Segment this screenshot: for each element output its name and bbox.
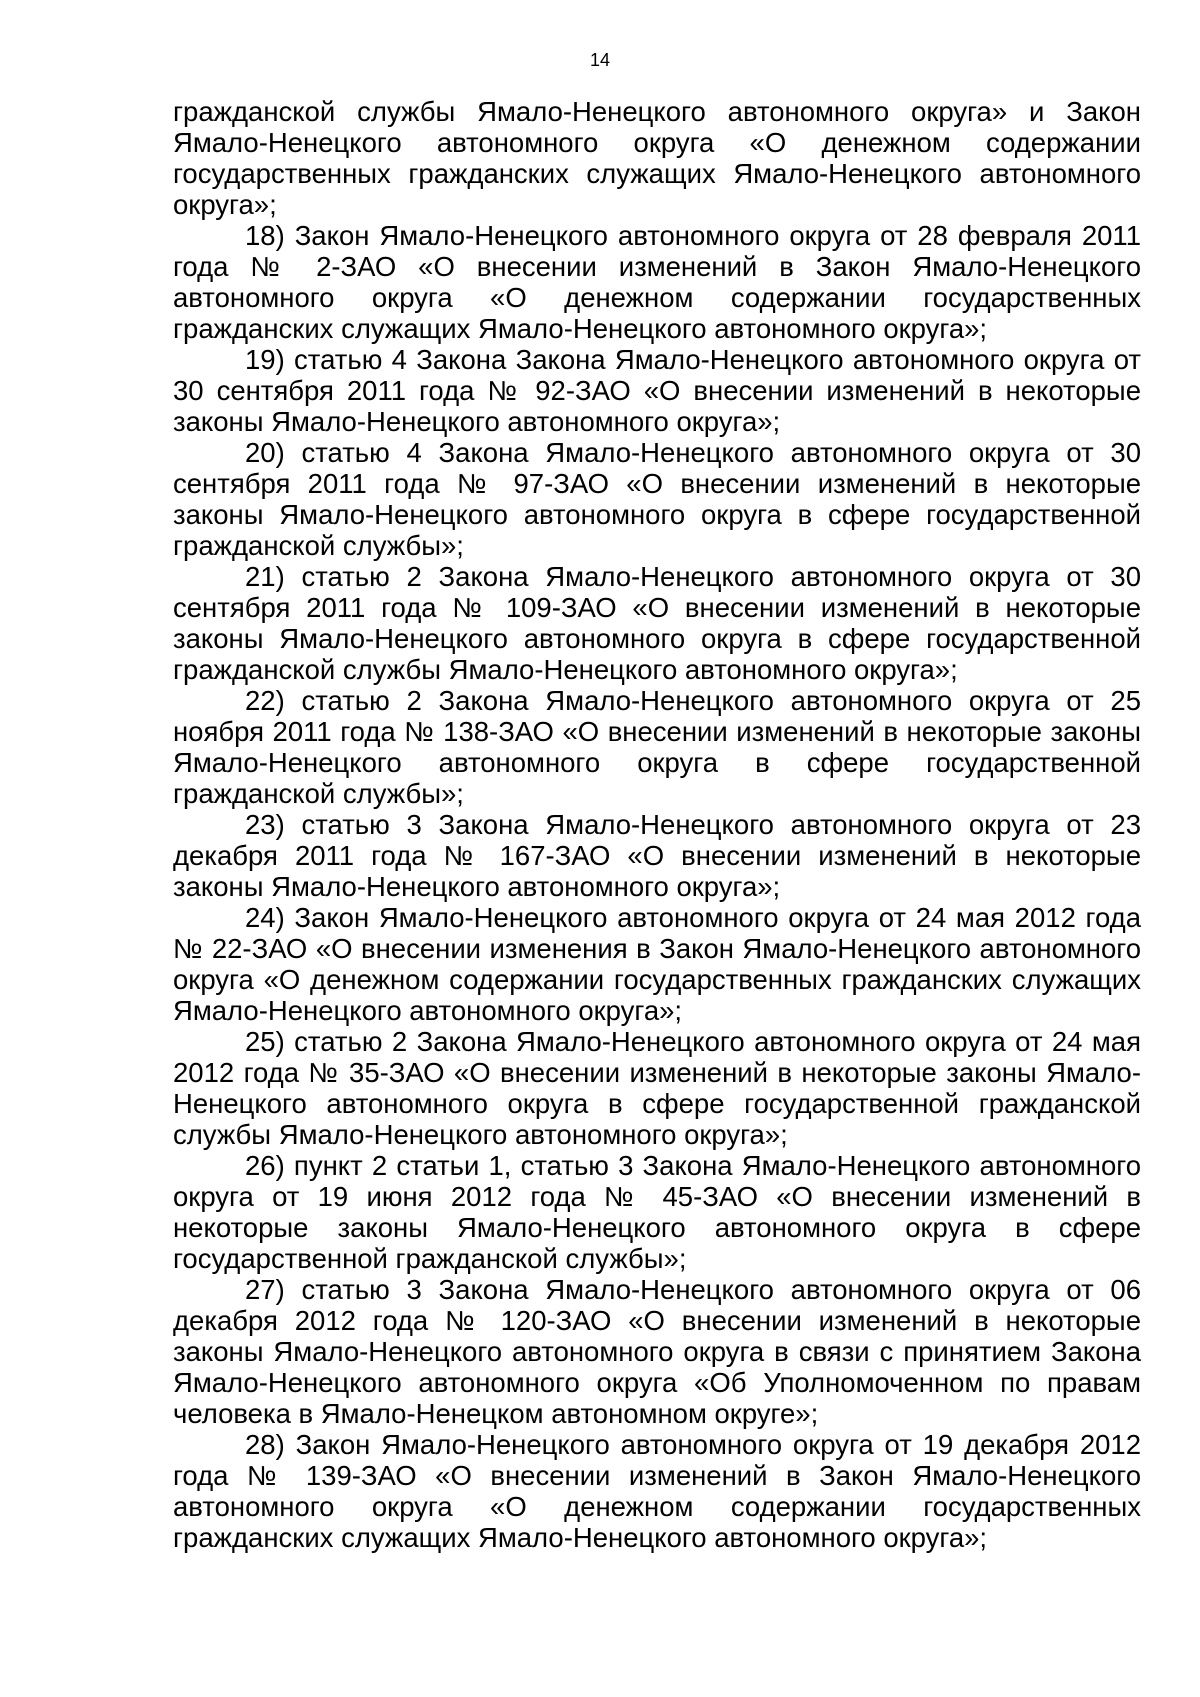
page-number: 14 <box>589 50 611 70</box>
list-item-20: 20) статью 4 Закона Ямало-Ненецкого автономного округа от 30 сентября 2011 года № 97-ЗАО «О внесении изменений в некоторые законы Ямало-Ненецкого автономного округа в сфере государственной гражданской службы»; <box>173 437 1141 561</box>
list-item-24: 24) Закон Ямало-Ненецкого автономного округа от 24 мая 2012 года № 22-ЗАО «О внесении изменения в Закон Ямало-Ненецкого автономного округа «О денежном содержании государственных гражданских служащих Ямало-Ненецкого автономного округа»; <box>173 902 1141 1026</box>
list-item-25: 25) статью 2 Закона Ямало-Ненецкого автономного округа от 24 мая 2012 года № 35-ЗАО «О внесении изменений в некоторые законы Ямало-Ненецкого автономного округа в сфере государственной гражданской службы Ямало-Ненецкого автономного округа»; <box>173 1026 1141 1150</box>
list-item-28: 28) Закон Ямало-Ненецкого автономного округа от 19 декабря 2012 года № 139-ЗАО «О внесении изменений в Закон Ямало-Ненецкого автономного округа «О денежном содержании государственных гражданских служащих Ямало-Ненецкого автономного округа»; <box>173 1429 1141 1553</box>
paragraph-continuation: гражданской службы Ямало-Ненецкого автономного округа» и Закон Ямало-Ненецкого автономного округа «О денежном содержании государственных гражданских служащих Ямало-Ненецкого автономного округа»; <box>173 96 1141 220</box>
list-item-19: 19) статью 4 Закона Закона Ямало-Ненецкого автономного округа от 30 сентября 2011 года № 92-ЗАО «О внесении изменений в некоторые законы Ямало-Ненецкого автономного округа»; <box>173 344 1141 437</box>
list-item-27: 27) статью 3 Закона Ямало-Ненецкого автономного округа от 06 декабря 2012 года № 120-ЗАО «О внесении изменений в некоторые законы Ямало-Ненецкого автономного округа в связи с принятием Закона Ямало-Ненецкого автономного округа «Об Уполномоченном по правам человека в Ямало-Ненецком автономном округе»; <box>173 1274 1141 1429</box>
list-item-23: 23) статью 3 Закона Ямало-Ненецкого автономного округа от 23 декабря 2011 года № 167-ЗАО «О внесении изменений в некоторые законы Ямало-Ненецкого автономного округа»; <box>173 809 1141 902</box>
list-item-22: 22) статью 2 Закона Ямало-Ненецкого автономного округа от 25 ноября 2011 года № 138-ЗАО «О внесении изменений в некоторые законы Ямало-Ненецкого автономного округа в сфере государственной гражданской службы»; <box>173 685 1141 809</box>
document-body <box>173 96 1141 1553</box>
list-item-26: 26) пункт 2 статьи 1, статью 3 Закона Ямало-Ненецкого автономного округа от 19 июня 2012 года № 45-ЗАО «О внесении изменений в некоторые законы Ямало-Ненецкого автономного округа в сфере государственной гражданской службы»; <box>173 1150 1141 1274</box>
list-item-18: 18) Закон Ямало-Ненецкого автономного округа от 28 февраля 2011 года № 2-ЗАО «О внесении изменений в Закон Ямало-Ненецкого автономного округа «О денежном содержании государственных гражданских служащих Ямало-Ненецкого автономного округа»; <box>173 220 1141 344</box>
list-item-21: 21) статью 2 Закона Ямало-Ненецкого автономного округа от 30 сентября 2011 года № 109-ЗАО «О внесении изменений в некоторые законы Ямало-Ненецкого автономного округа в сфере государственной гражданской службы Ямало-Ненецкого автономного округа»; <box>173 561 1141 685</box>
